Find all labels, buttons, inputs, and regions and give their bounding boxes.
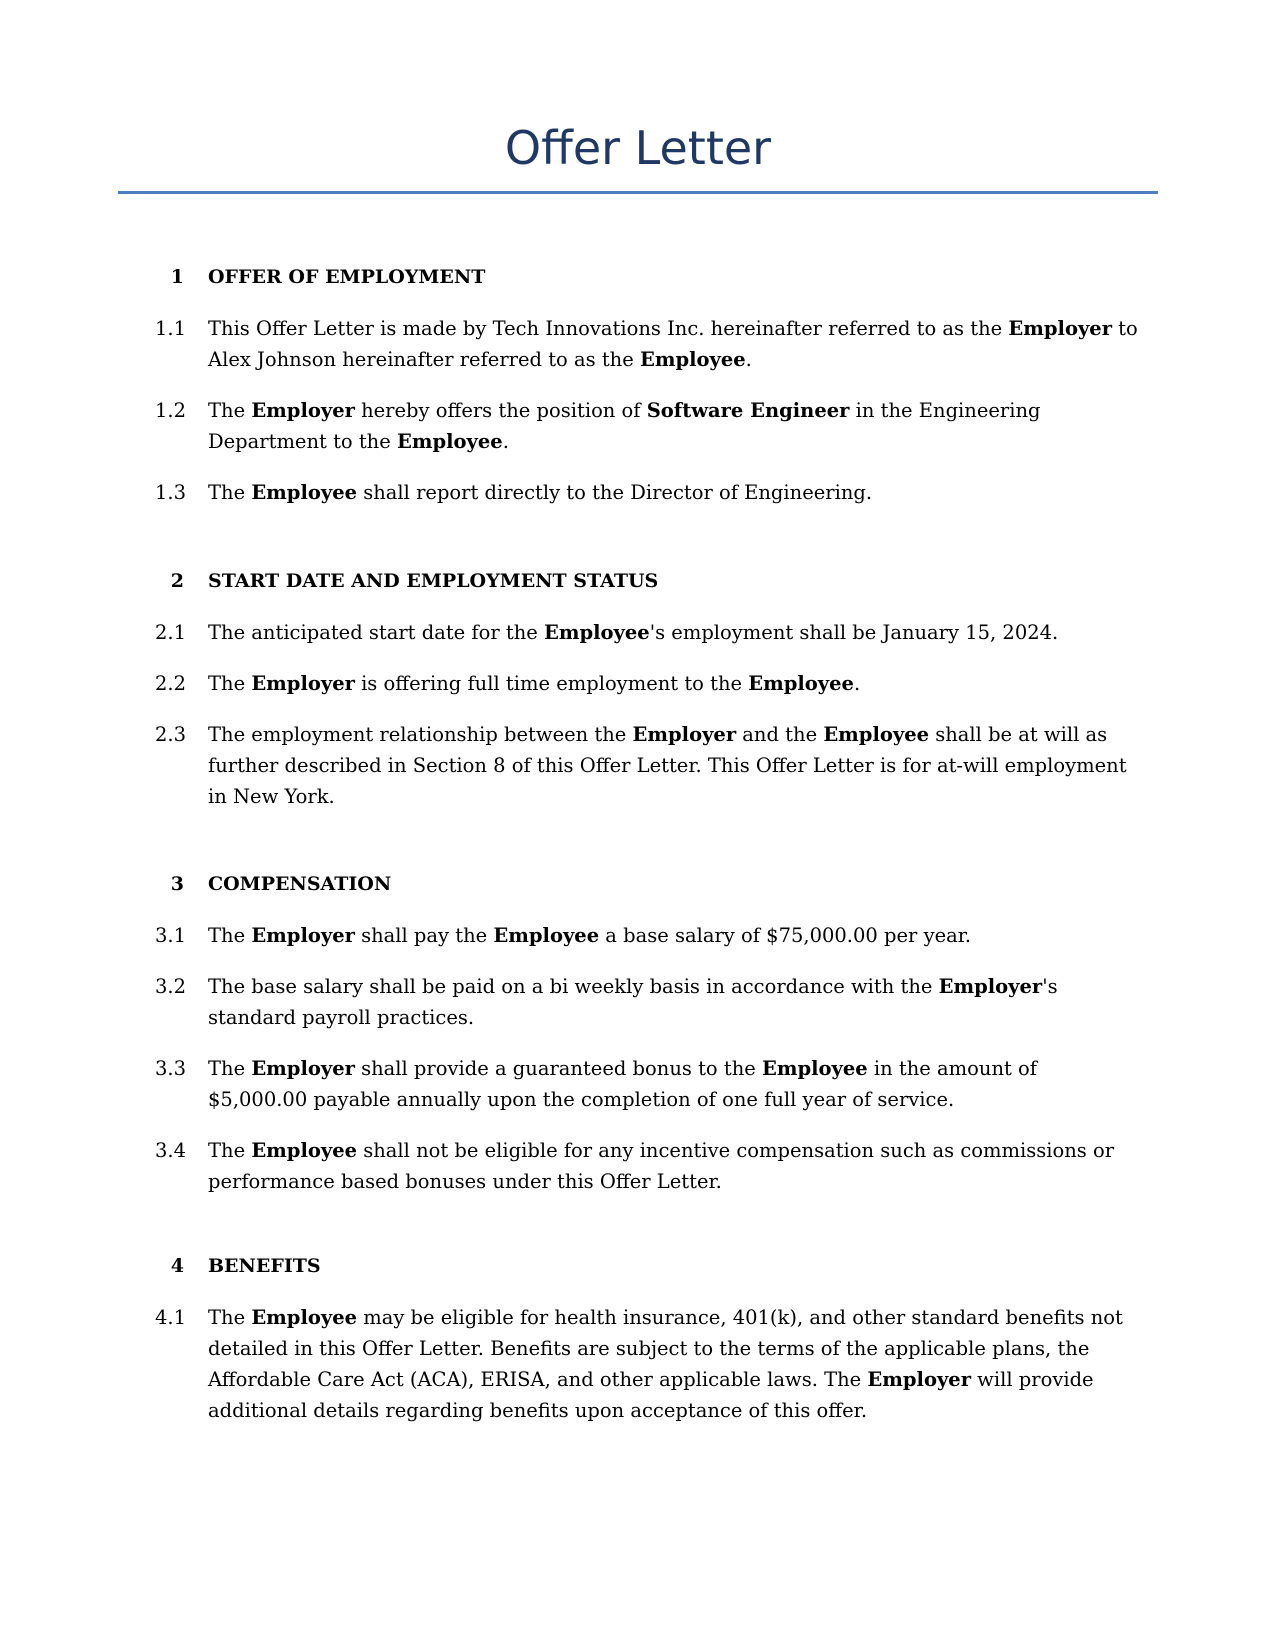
section-number: 3 [170,873,184,895]
section-title: OFFER OF EMPLOYMENT [208,266,486,288]
defined-term: Employer [251,1057,355,1080]
clause [0,313,1275,375]
clause-number: 1.2 [154,399,186,422]
clause-number: 3.3 [154,1057,186,1080]
text-run: shall provide a guaranteed bonus to the [354,1057,763,1080]
defined-term: Employer [632,723,737,746]
defined-term: Employee [823,723,930,746]
clause-text [208,395,1138,457]
clause-text [208,668,1138,699]
text-run: The [208,399,252,422]
text-run: The [208,1306,252,1329]
clause [0,395,1275,457]
clause [0,920,1275,951]
defined-term: Employee [251,481,358,504]
text-run: The [208,672,252,695]
clause [0,971,1275,1033]
title-divider [118,191,1158,194]
section-number: 4 [170,1255,184,1277]
text-run: 's employment shall be January 15, 2024. [649,621,1059,644]
text-run: in the amount of $5,000.00 payable annually upon the completion of one full year of service. [208,1057,1038,1111]
section-number: 1 [170,266,184,288]
clause-text [208,1053,1138,1115]
text-run: shall pay the [354,924,494,947]
section-heading [0,1250,1275,1282]
clause-number: 3.4 [154,1139,186,1162]
text-run: This Offer Letter is made by Tech Innovations Inc. hereinafter referred to as the [208,317,1009,340]
section-title: START DATE AND EMPLOYMENT STATUS [208,570,659,592]
clause [0,1135,1275,1197]
defined-term: Employee [251,1306,358,1329]
clause-number: 3.2 [154,975,186,998]
clause-number: 2.1 [154,621,186,644]
defined-term: Employer [251,672,355,695]
text-run: a base salary of $75,000.00 per year. [599,924,972,947]
section-benefits [0,1250,1275,1446]
text-run: shall not be eligible for any incentive compensation such as commissions or performance based bonuses under this Offer Letter. [208,1139,1115,1193]
clause-number: 4.1 [154,1306,186,1329]
defined-term: Employee [639,348,746,371]
section-number: 2 [170,570,184,592]
clause-text [208,313,1138,375]
text-run: The [208,1139,252,1162]
text-run: may be eligible for health insurance, 401(k), and other standard benefits not detailed in this Offer Letter. Benefits are subject to the terms of the applicable plans, the Affordable Care Act (ACA), ERISA, and other applicable laws. The [208,1306,1123,1391]
defined-term: Employer [251,399,355,422]
clause [0,719,1275,812]
clause-text [208,719,1138,812]
defined-term: Employee [251,1139,358,1162]
clause [0,668,1275,699]
section-heading [0,565,1275,597]
clause [0,1302,1275,1426]
text-run: The base salary shall be paid on a bi weekly basis in accordance with the [208,975,939,998]
text-run: The [208,924,252,947]
clause-number: 1.3 [154,481,186,504]
section-offer-of-employment [0,261,1275,528]
section-heading [0,261,1275,293]
defined-term: Employer [938,975,1043,998]
text-run: 's standard payroll practices. [208,975,1058,1029]
section-heading [0,868,1275,900]
defined-term: Employee [493,924,600,947]
clause-number: 1.1 [154,317,186,340]
section-start-date [0,565,1275,832]
defined-term: Employee [748,672,854,695]
text-run: . [853,672,861,695]
clause-number: 2.3 [154,723,186,746]
defined-term: Employee [396,430,503,453]
document-title: Offer Letter [504,121,772,175]
clause-number: 2.2 [154,672,186,695]
text-run: and the [736,723,824,746]
defined-term: Employee [762,1057,868,1080]
clause [0,477,1275,508]
defined-term: Employer [867,1368,971,1391]
clause [0,1053,1275,1115]
text-run: shall be at will as further described in Section 8 of this Offer Letter. This Offer Letter is for at-will employment in New York. [208,723,1127,808]
text-run: shall report directly to the Director of Engineering. [357,481,873,504]
defined-term: Employer [251,924,355,947]
defined-term: Software Engineer [646,399,850,422]
text-run: . [502,430,509,453]
text-run: to Alex Johnson hereinafter referred to as the [208,317,1138,371]
text-run: The employment relationship between the [208,723,633,746]
text-run: will provide additional details regarding benefits upon acceptance of this offer. [208,1368,1094,1422]
text-run: . [745,348,752,371]
section-title: BENEFITS [208,1255,321,1277]
section-title: COMPENSATION [208,873,392,895]
clause-text [208,971,1138,1033]
clause-text [208,1135,1138,1197]
text-run: hereby offers the position of [354,399,647,422]
clause [0,617,1275,648]
text-run: The anticipated start date for the [208,621,545,644]
text-run: in the Engineering Department to the [208,399,1041,453]
defined-term: Employee [544,621,650,644]
clause-text [208,477,1138,508]
clause-number: 3.1 [154,924,186,947]
clause-text [208,1302,1138,1426]
clause-text [208,617,1138,648]
defined-term: Employer [1008,317,1112,340]
section-compensation [0,868,1275,1217]
clause-text [208,920,1138,951]
text-run: The [208,481,252,504]
text-run: The [208,1057,252,1080]
text-run: is offering full time employment to the [354,672,749,695]
